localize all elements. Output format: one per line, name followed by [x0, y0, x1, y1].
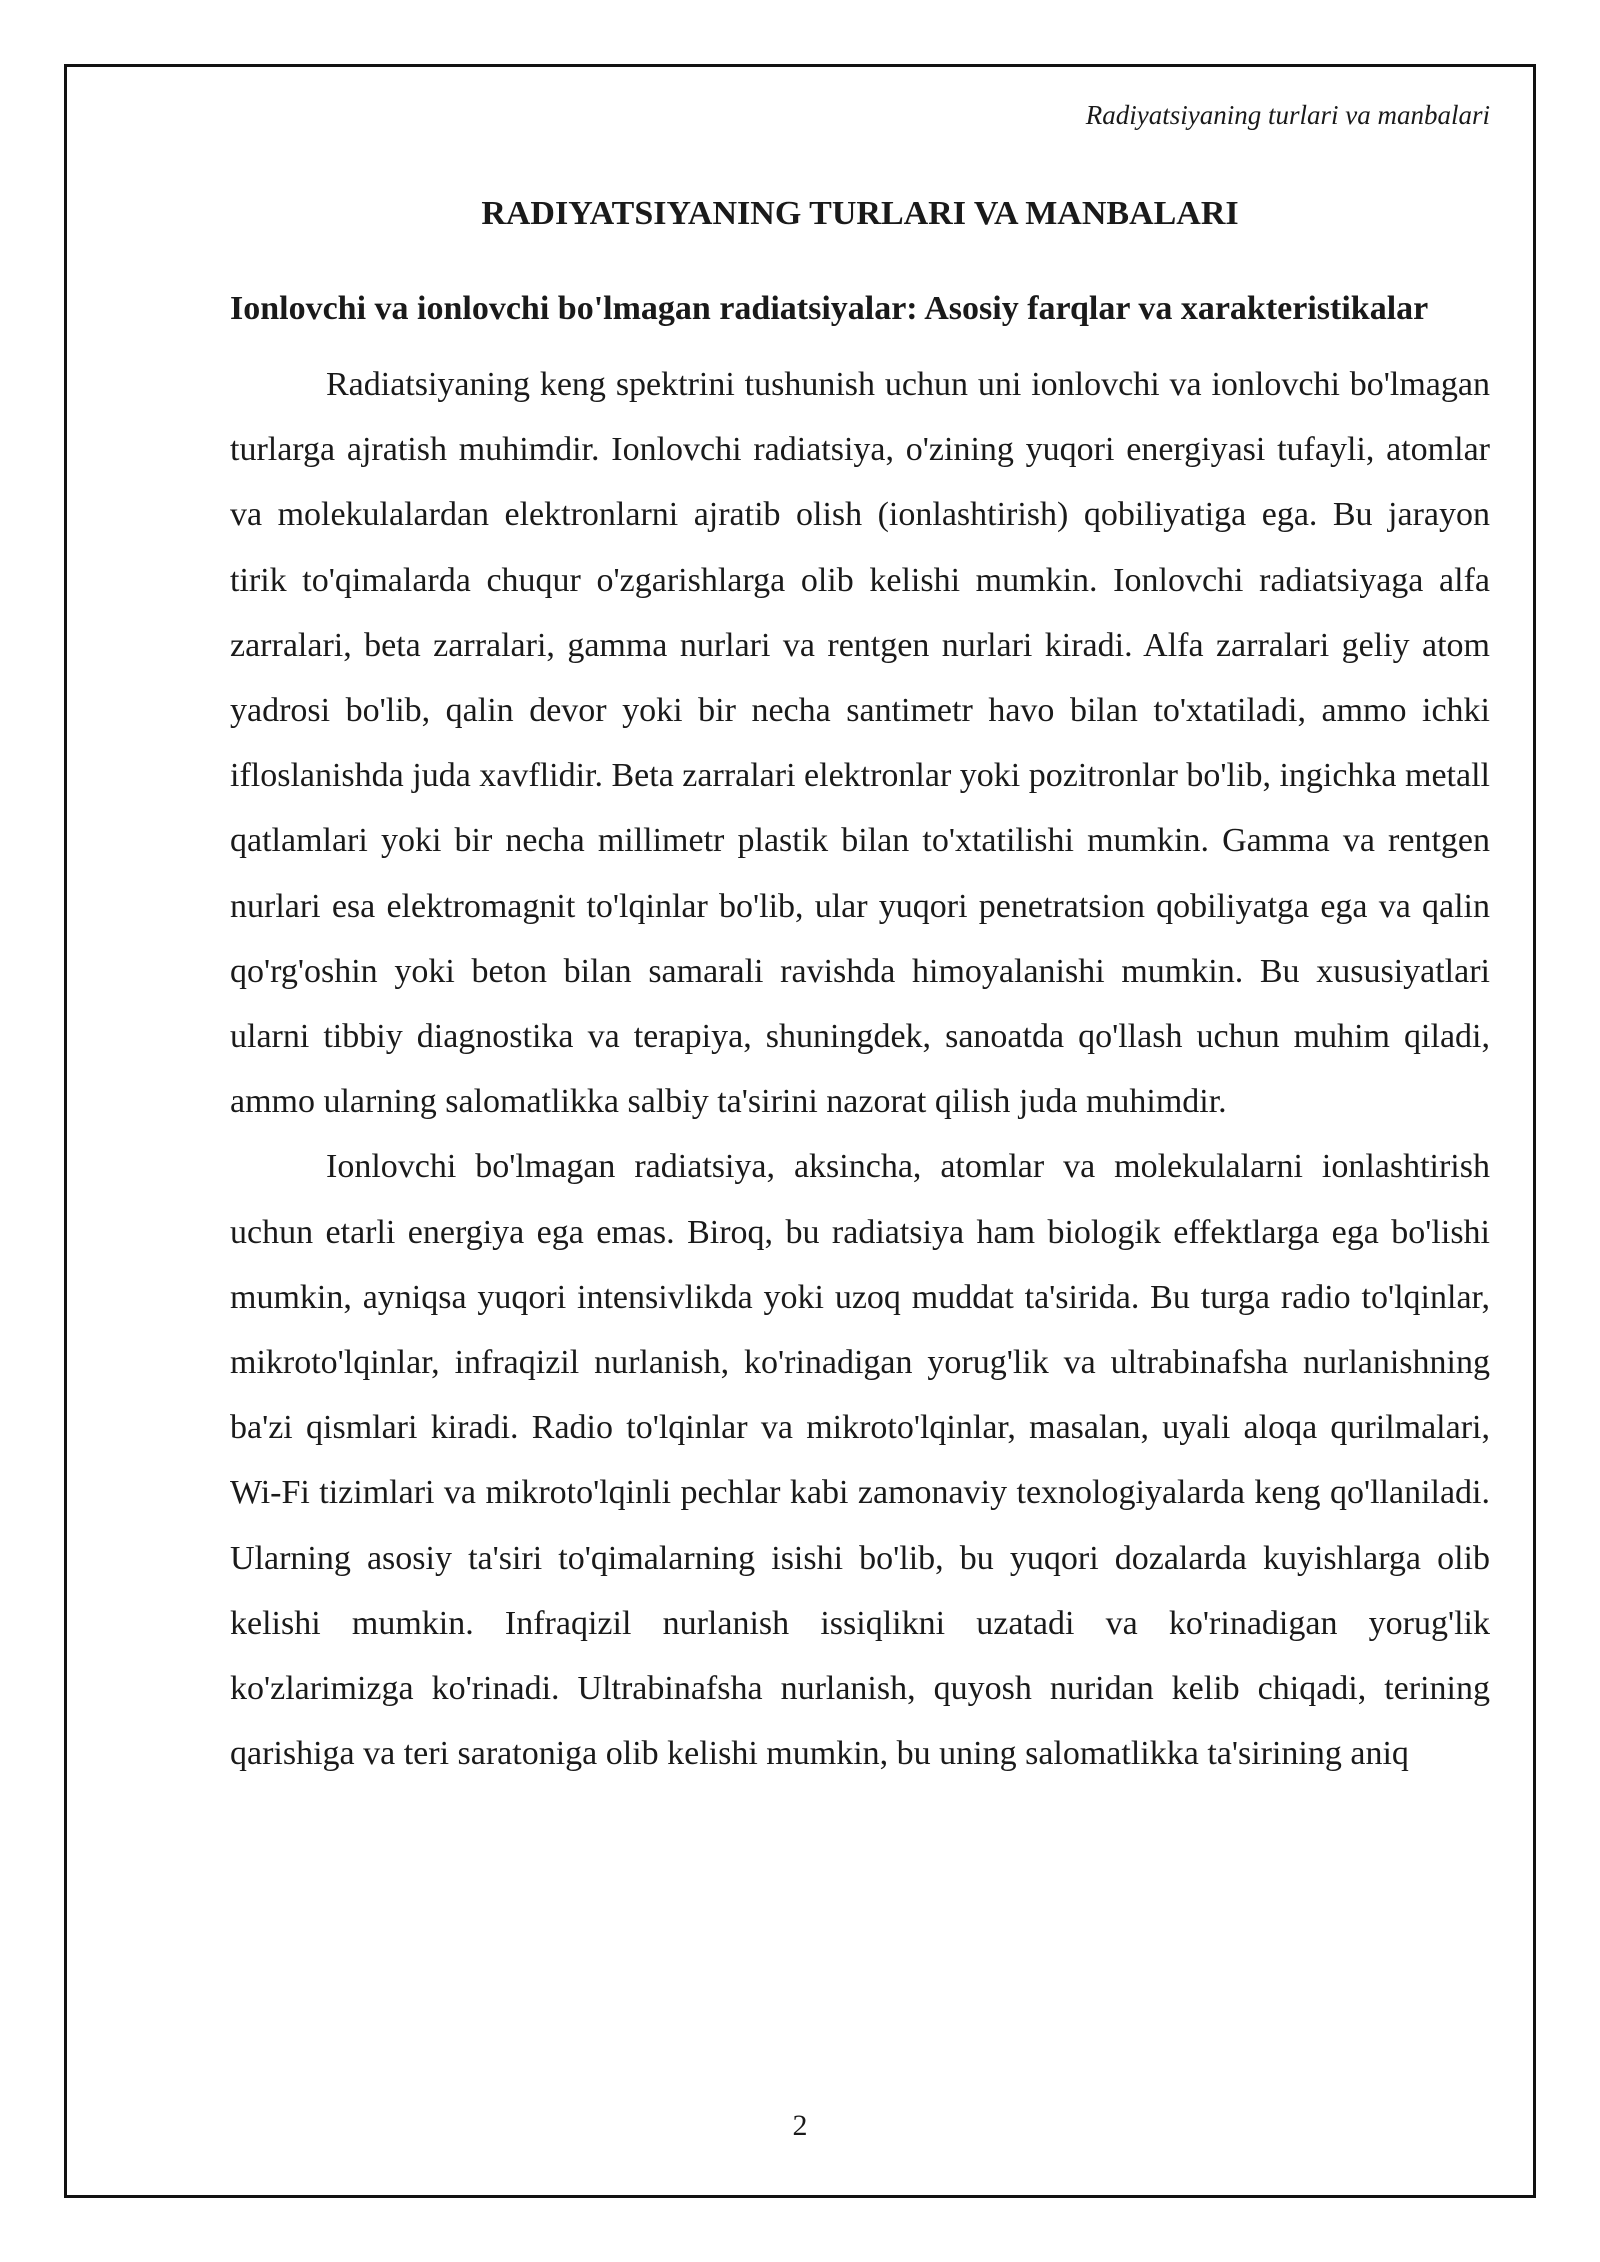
page-content [230, 188, 1490, 1786]
page-number: 2 [792, 2109, 808, 2142]
running-header: Radiyatsiyaning turlari va manbalari [1085, 100, 1490, 130]
paragraph-ionizing: Radiatsiyaning keng spektrini tushunish uchun uni ionlovchi va ionlovchi bo'lmagan turlarga ajratish muhimdir. Ionlovchi radiatsiya, o'zining yuqori energiyasi tufayli, atomlar va molekulalardan elektronlarni ajratib olish (ionlashtirish) qobiliyatiga ega. Bu jarayon tirik to'qimalarda chuqur o'zgarishlarga olib kelishi mumkin. Ionlovchi radiatsiyaga alfa zarralari, beta zarralari, gamma nurlari va rentgen nurlari kiradi. Alfa zarralari geliy atom yadrosi bo'lib, qalin devor yoki bir necha santimetr havo bilan to'xtatiladi, ammo ichki ifloslanishda juda xavflidir. Beta zarralari elektronlar yoki pozitronlar bo'lib, ingichka metall qatlamlari yoki bir necha millimetr plastik bilan to'xtatilishi mumkin. Gamma va rentgen nurlari esa elektromagnit to'lqinlar bo'lib, ular yuqori penetratsion qobiliyatga ega va qalin qo'rg'oshin yoki beton bilan samarali ravishda himoyalanishi mumkin. Bu xususiyatlari ularni tibbiy diagnostika va terapiya, shuningdek, sanoatda qo'llash uchun muhim qiladi, ammo ularning salomatlikka salbiy ta'sirini nazorat qilish juda muhimdir. [230, 366, 1490, 1121]
document-title: RADIYATSIYANING TURLARI VA MANBALARI [481, 195, 1239, 232]
paragraph-non-ionizing: Ionlovchi bo'lmagan radiatsiya, aksincha, atomlar va molekulalarni ionlashtirish uchun etarli energiya ega emas. Biroq, bu radiatsiya ham biologik effektlarga ega bo'lishi mumkin, ayniqsa yuqori intensivlikda yoki uzoq muddat ta'sirida. Bu turga radio to'lqinlar, mikroto'lqinlar, infraqizil nurlanish, ko'rinadigan yorug'lik va ultrabinafsha nurlanishning ba'zi qismlari kiradi. Radio to'lqinlar va mikroto'lqinlar, masalan, uyali aloqa qurilmalari, Wi-Fi tizimlari va mikroto'lqinli pechlar kabi zamonaviy texnologiyalarda keng qo'llaniladi. Ularning asosiy ta'siri to'qimalarning isishi bo'lib, bu yuqori dozalarda kuyishlarga olib kelishi mumkin. Infraqizil nurlanish issiqlikni uzatadi va ko'rinadigan yorug'lik ko'zlarimizga ko'rinadi. Ultrabinafsha nurlanish, quyosh nuridan kelib chiqadi, terining qarishiga va teri saratoniga olib kelishi mumkin, bu uning salomatlikka ta'sirining aniq [230, 1148, 1490, 1773]
section-heading: Ionlovchi va ionlovchi bo'lmagan radiatsiyalar: Asosiy farqlar va xarakteristikalar [230, 290, 1429, 327]
